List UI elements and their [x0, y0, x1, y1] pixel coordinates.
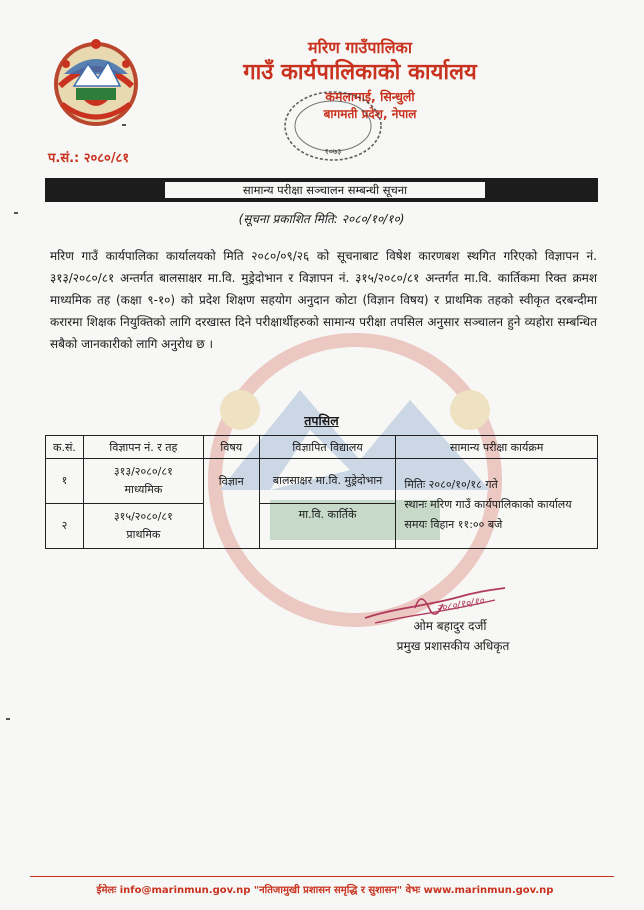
stamp-number: १०७३ [324, 147, 342, 156]
column-header: सामान्य परीक्षा कार्यक्रम [396, 436, 598, 459]
ad-level: प्राथमिक [126, 528, 161, 541]
schedule-heading-text: तपसिल [304, 413, 339, 428]
office-stamp-icon [278, 86, 388, 166]
ad-cell [83, 504, 203, 549]
column-header: क.सं. [46, 436, 84, 459]
publication-date: (सूचना प्रकाशित मिति: २०८०/१०/१०) [238, 212, 405, 226]
signature-date: २०८०/१०/१० [435, 595, 486, 615]
column-header: विज्ञापन नं. र तह [83, 436, 203, 459]
school-cell: मा.वि. कार्तिके [259, 504, 396, 549]
subject-cell: विज्ञान [203, 459, 259, 549]
ad-number: ३१३/२०८०/८१ [113, 465, 173, 478]
office-province: बागमती प्रदेश, नेपाल [323, 107, 417, 121]
scan-mark [122, 124, 126, 126]
scan-mark [6, 718, 10, 720]
office-name: गाउँ कार्यपालिकाको कार्यालय [243, 60, 477, 85]
schedule-heading [45, 412, 598, 429]
table-header-row [46, 436, 598, 459]
school-cell: बालसाक्षर मा.वि. मुड्रेदोभान [259, 459, 396, 504]
program-time: समयः विहान ११:०० बजे [404, 518, 503, 531]
scan-mark [14, 212, 18, 214]
footer-divider [30, 876, 614, 877]
column-header: विज्ञापित विद्यालय [259, 436, 396, 459]
ad-cell [83, 459, 203, 504]
ad-level: माध्यमिक [124, 483, 163, 496]
serial-cell: २ [46, 504, 84, 549]
column-header: विषय [203, 436, 259, 459]
program-cell [396, 459, 598, 549]
office-location: कमलामाई, सिन्धुली [325, 89, 415, 104]
footer-contact: ईमेलः info@marinmun.gov.np "नतिजामुखी प्रशासन समृद्धि र सुशासन" वेभः www.marinmun.gov.np [96, 885, 554, 896]
notice-body: मरिण गाउँ कार्यपालिका कार्यालयको मिति २०८०/०९/२६ को सूचनाबाट विषेश कारणबश स्थगित गरिएको विज्ञापन नं. ३१३/२०८०/८१ अन्तर्गत बालसाक्षर मा.वि. मुड्रेदोभान र विज्ञापन नं. ३१५/२०८०/८१ अन्तर्गत मा.वि. कार्तिकमा रिक्त क्रमश माध्यमिक तह (कक्षा ९-१०) को प्रदेश शिक्षण सहयोग अनुदान कोटा (विज्ञान विषय) र प्राथमिक तहको स्वीकृत दरबन्दीमा करारमा शिक्षक नियुक्तिको लागि दरखास्त दिने परीक्षार्थीहरुको सामान्य परीक्षा तपसिल अनुसार सञ्चालन हुने व्यहोरा सम्बन्धित सबैको जानकारीको लागि अनुरोध छ । [50, 249, 597, 351]
reference-number: प.सं.: २०८०/८१ [48, 151, 130, 166]
signatory-title: प्रमुख प्रशासकीय अधिकृत [396, 639, 510, 653]
program-date: मितिः २०८०/१०/१८ गते [404, 478, 498, 491]
signatory-name: ओम बहादुर दर्जी [413, 619, 487, 633]
nepal-emblem-icon [46, 34, 146, 128]
notice-title: सामान्य परीक्षा सञ्चालन सम्बन्धी सूचना [165, 182, 485, 198]
program-place: स्थानः मरिण गाउँ कार्यपालिकाको कार्यालय [404, 498, 572, 511]
serial-cell: १ [46, 459, 84, 504]
municipality-name: मरिण गाउँपालिका [308, 38, 412, 57]
ad-number: ३१५/२०८०/८१ [113, 510, 173, 523]
table-row [46, 459, 598, 504]
schedule-table [45, 435, 598, 549]
notice-title-bar [45, 178, 598, 202]
